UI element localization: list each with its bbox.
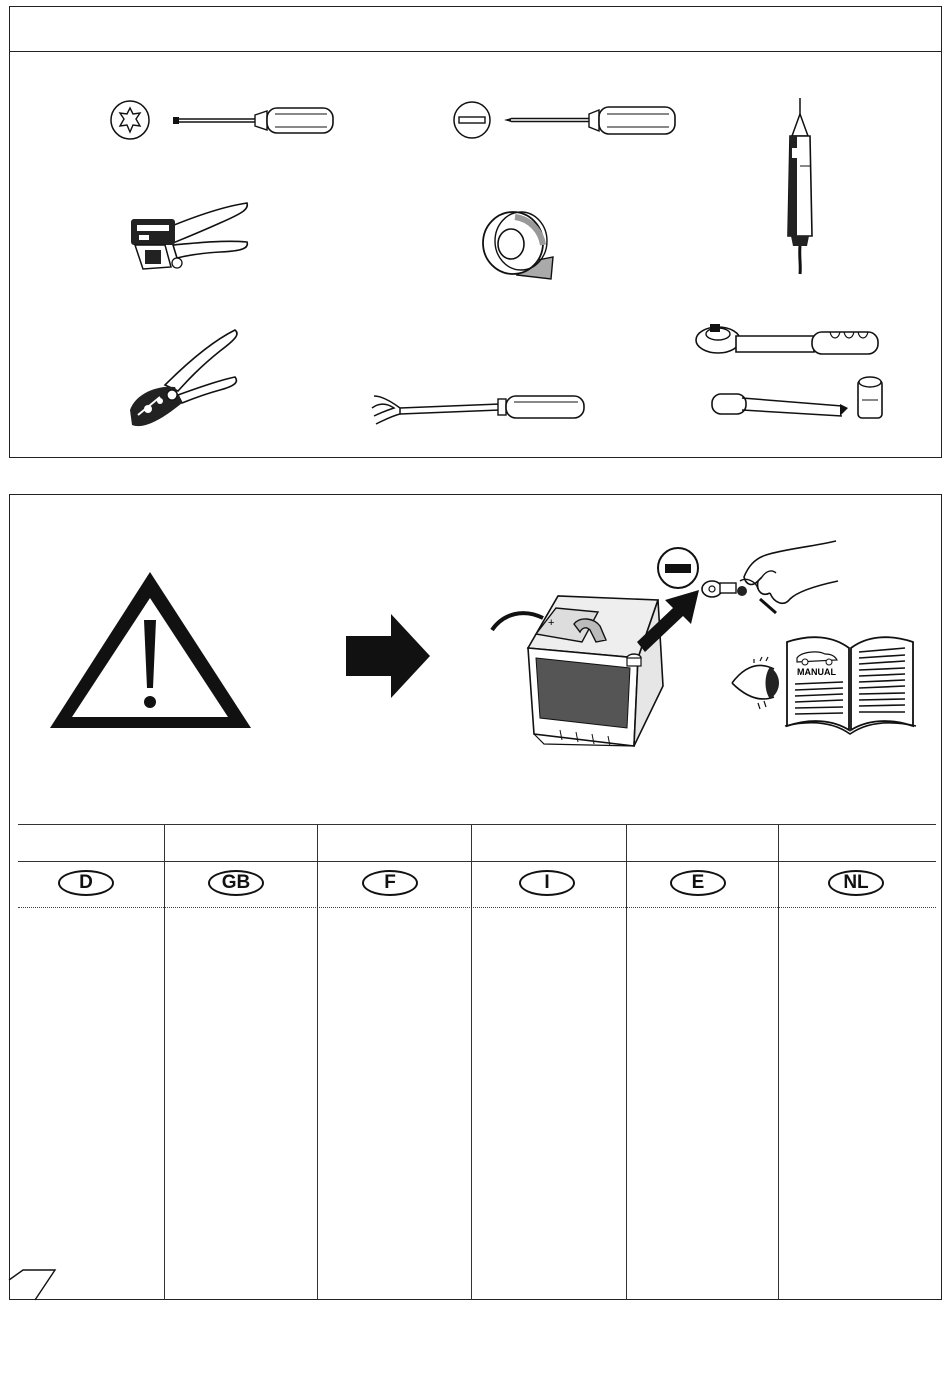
crimping-pliers-icon — [120, 325, 245, 435]
page-corner-mark-icon — [9, 1268, 59, 1302]
hand-clamp-icon — [700, 537, 840, 617]
ratchet-socket-icon — [692, 318, 892, 428]
insulating-tape-icon — [475, 205, 565, 285]
flat-screwdriver-icon — [447, 95, 687, 145]
wire-stripper-icon — [125, 195, 255, 280]
language-badge-e: E — [670, 870, 726, 896]
eye-icon — [730, 655, 782, 715]
battery-plus-label: + — [548, 617, 555, 629]
column-divider — [626, 824, 627, 1300]
torx-screwdriver-icon — [105, 95, 345, 145]
voltage-tester-icon — [780, 96, 820, 276]
manual-book-icon — [783, 630, 918, 735]
language-badge-f: F — [362, 870, 418, 896]
language-table-top-rule — [18, 824, 936, 825]
lift-arrow-icon — [635, 586, 705, 656]
column-divider — [778, 824, 779, 1300]
column-divider — [471, 824, 472, 1300]
arrow-right-icon — [346, 614, 430, 698]
column-divider — [317, 824, 318, 1300]
language-header-rule — [18, 861, 936, 862]
language-badge-d: D — [58, 870, 114, 896]
language-header-dotted-rule — [18, 907, 936, 908]
column-divider — [164, 824, 165, 1300]
language-badge-gb: GB — [208, 870, 264, 896]
tools-panel-header-divider — [10, 51, 941, 52]
language-badge-i: I — [519, 870, 575, 896]
warning-triangle-icon — [48, 570, 253, 730]
trim-removal-tool-icon — [370, 388, 590, 428]
manual-label: MANUAL — [797, 667, 836, 677]
language-badge-nl: NL — [828, 870, 884, 896]
minus-terminal-icon — [656, 546, 700, 590]
